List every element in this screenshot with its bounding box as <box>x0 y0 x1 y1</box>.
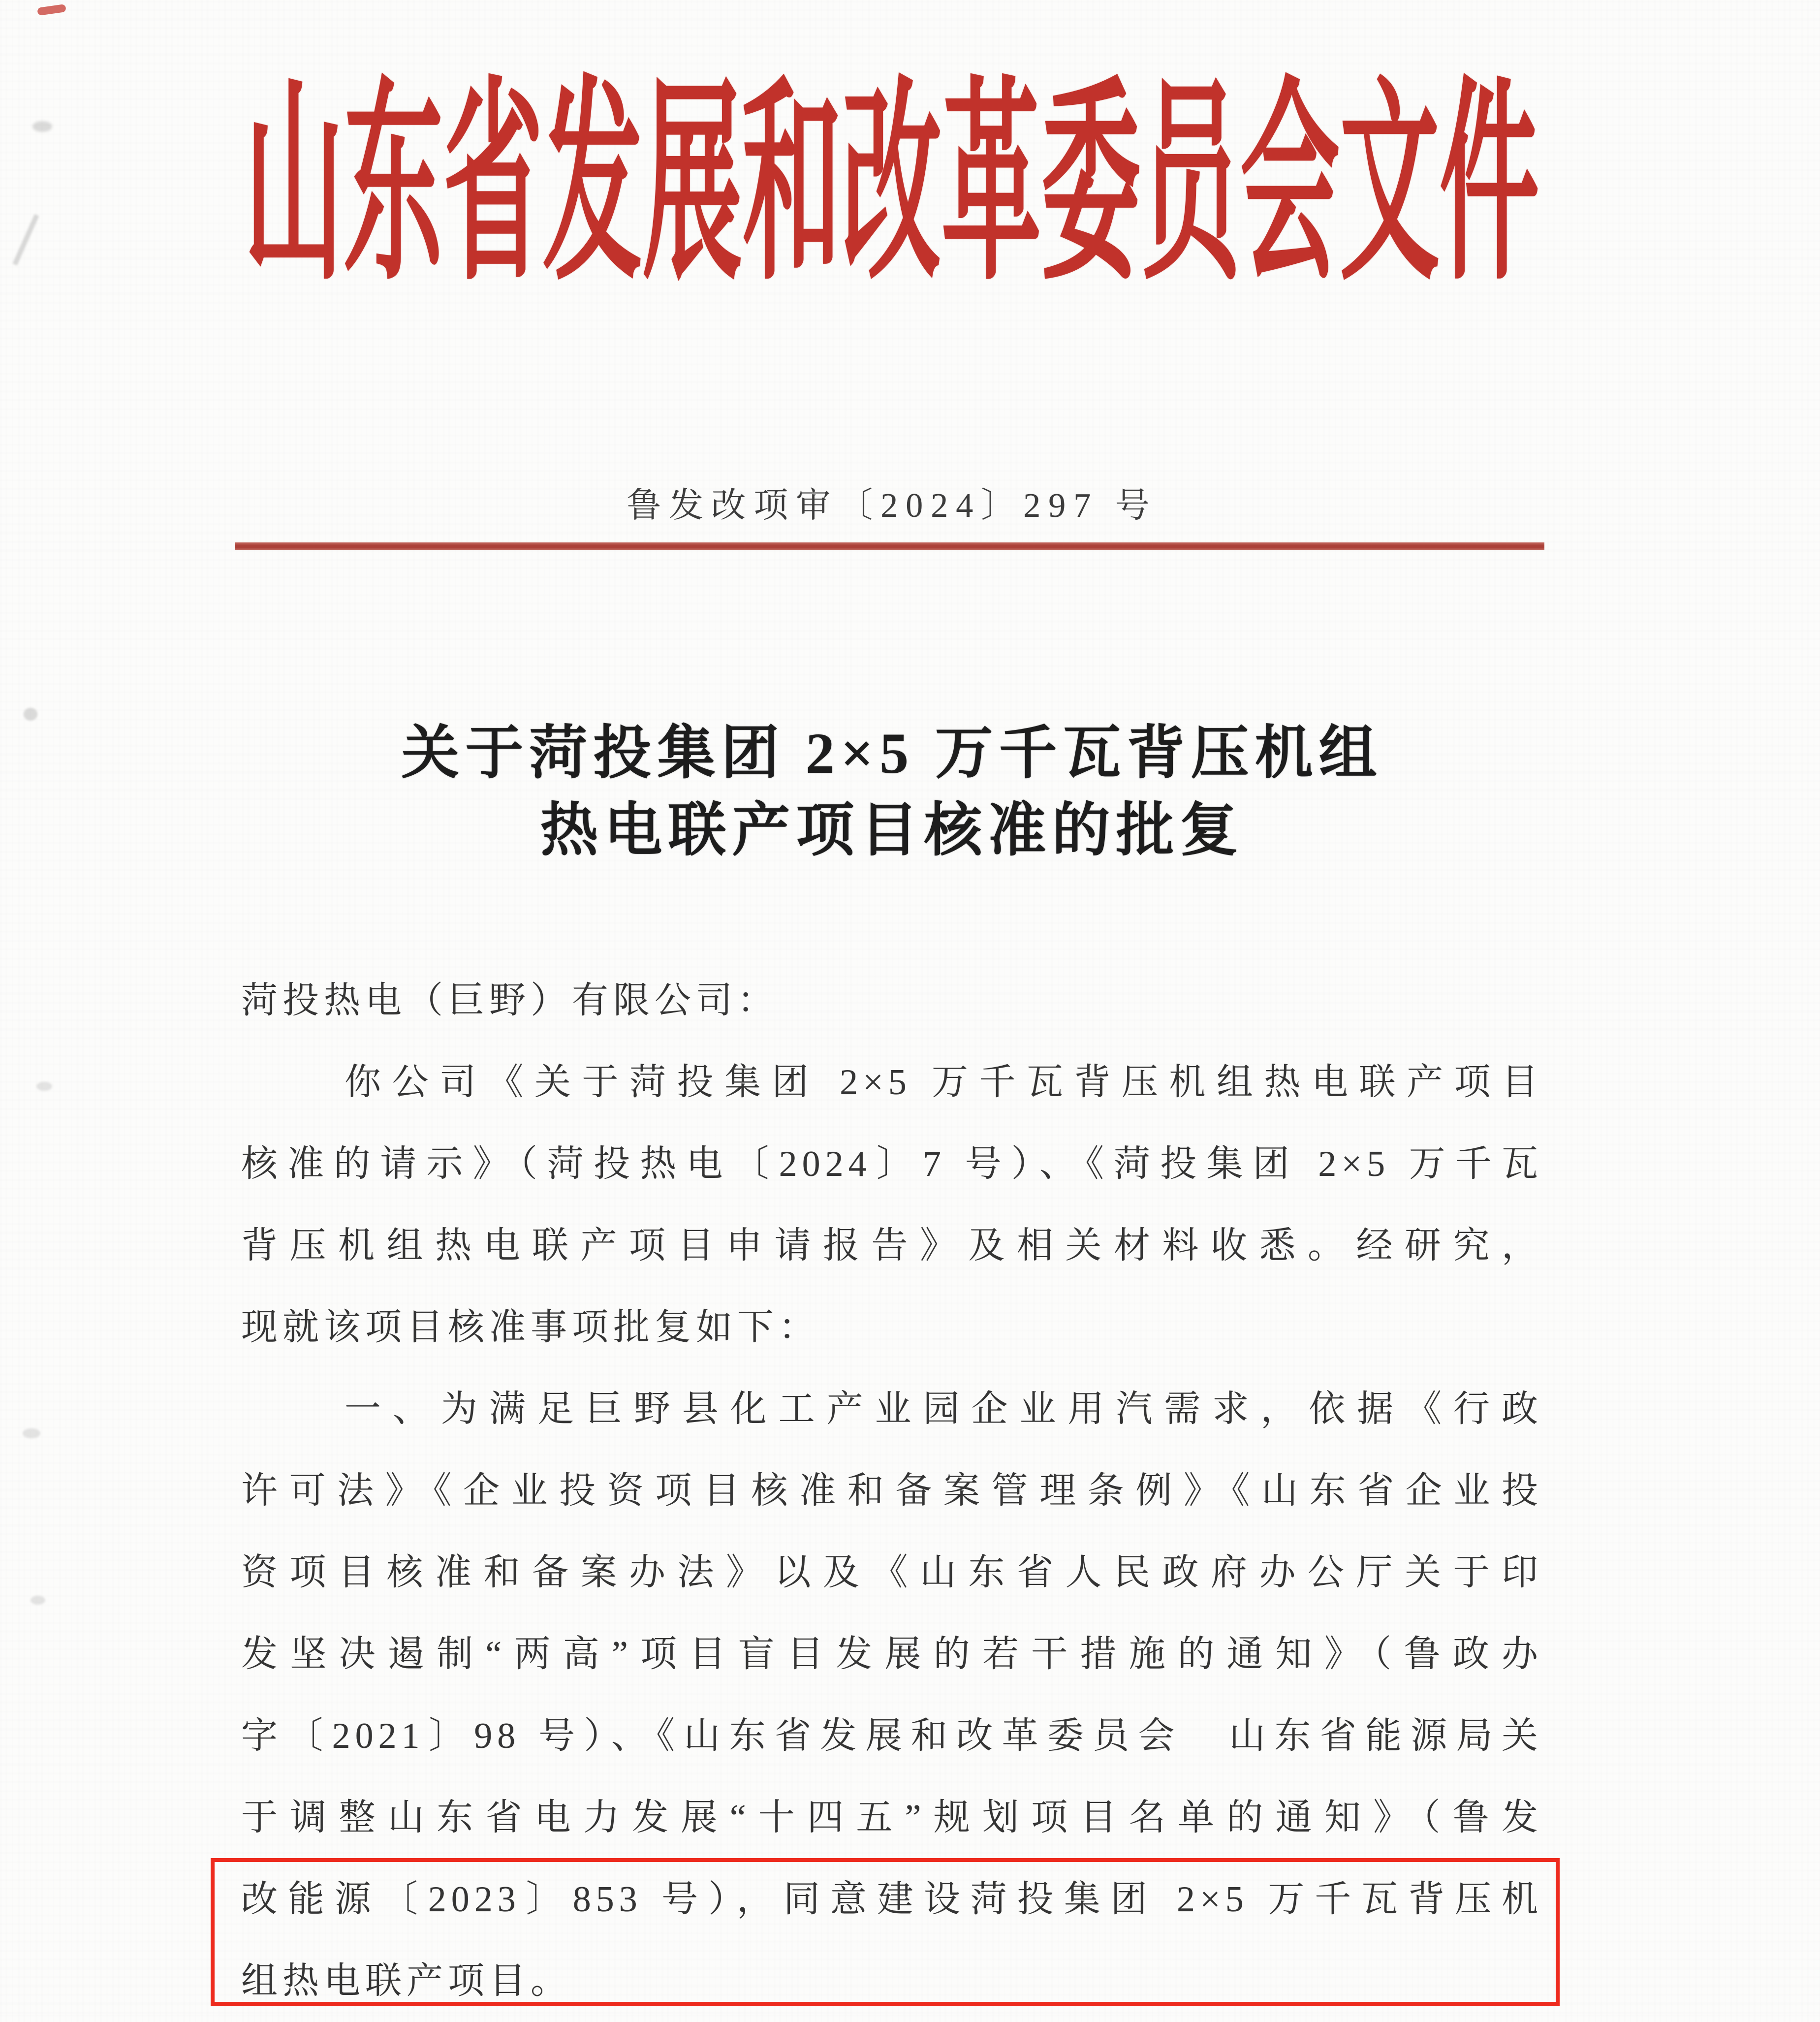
body-line: 背压机组热电联产项目申请报告》及相关材料收悉。经研究， <box>241 1226 1543 1266</box>
document-title-line2: 热电联产项目核准的批复 <box>540 798 1244 863</box>
body-line: 改能源〔2023〕853 号），同意建设菏投集团 2×5 万千瓦背压机 <box>241 1879 1543 1920</box>
document-title <box>241 715 1543 869</box>
salutation: 菏投热电（巨野）有限公司： <box>241 980 779 1021</box>
body-line: 你公司《关于菏投集团 2×5 万千瓦背压机组热电联产项目 <box>345 1062 1543 1103</box>
red-separator-line <box>235 542 1544 550</box>
body-line: 现就该项目核准事项批复如下： <box>241 1307 820 1348</box>
document-number: 鲁发改项审〔2024〕297 号 <box>627 487 1158 525</box>
body-line: 字〔2021〕98 号）、《山东省发展和改革委员会 山东省能源局关 <box>241 1716 1543 1756</box>
body-line: 许可法》《企业投资项目核准和备案管理条例》《山东省企业投 <box>241 1471 1543 1511</box>
body-line: 发坚决遏制“两高”项目盲目发展的若干措施的通知》（鲁政办 <box>241 1634 1543 1674</box>
body-line: 一、为满足巨野县化工产业园企业用汽需求，依据《行政 <box>345 1389 1543 1429</box>
agency-red-header-title: 山东省发展和改革委员会文件 <box>244 66 1539 306</box>
scan-artifact <box>0 202 39 266</box>
body-line: 核准的请示》（菏投热电〔2024〕7 号）、《菏投集团 2×5 万千瓦 <box>241 1144 1543 1184</box>
document-title-line1: 关于菏投集团 2×5 万千瓦背压机组 <box>401 721 1383 786</box>
scan-artifact <box>24 708 37 721</box>
highlight-annotation-box <box>211 1858 1560 2006</box>
scan-artifact <box>31 1596 45 1605</box>
scan-artifact <box>23 1428 40 1438</box>
scan-artifact <box>37 4 66 16</box>
body-line: 资项目核准和备案办法》以及《山东省人民政府办公厅关于印 <box>241 1552 1543 1593</box>
body-line: 组热电联产项目。 <box>241 1961 572 2001</box>
body-line: 于调整山东省电力发展“十四五”规划项目名单的通知》（鲁发 <box>241 1798 1543 1838</box>
scan-artifact <box>36 1082 52 1091</box>
scan-artifact <box>32 121 52 132</box>
